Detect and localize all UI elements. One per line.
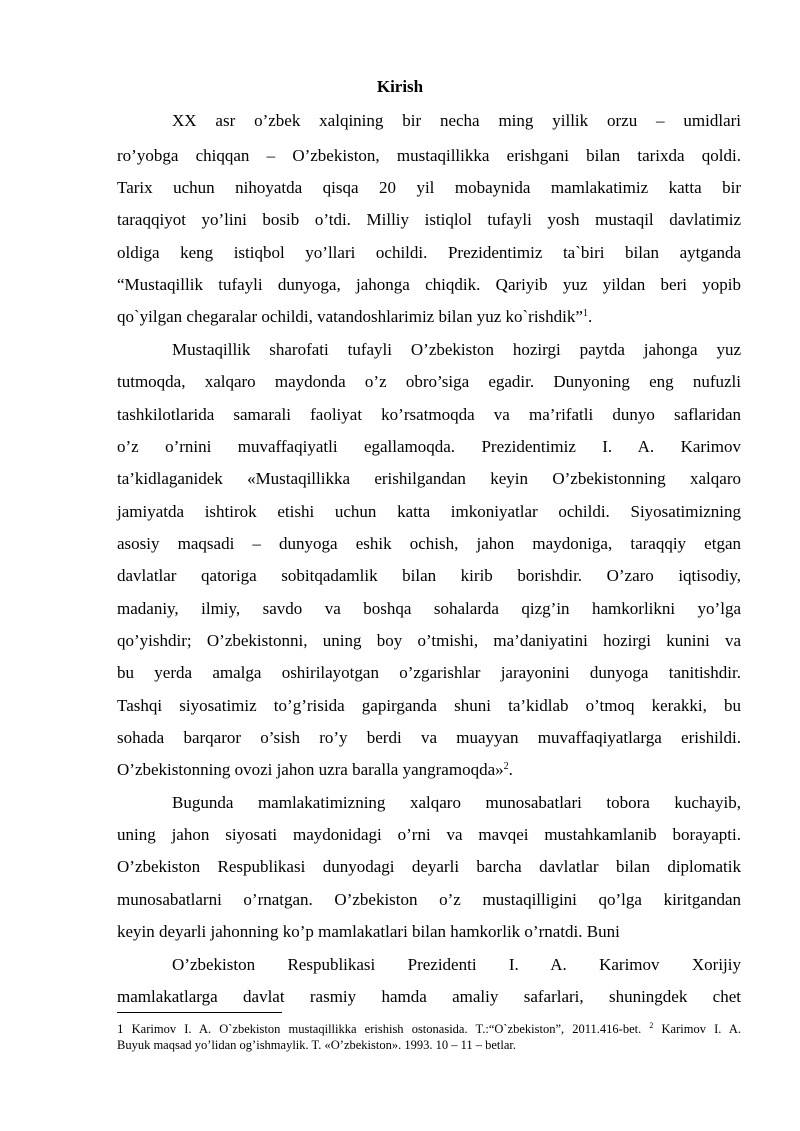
- page-title: Kirish: [376, 77, 424, 96]
- text-line: Bugunda mamlakatimizning xalqaro munosabatlari tobora kuchayib,: [172, 793, 741, 812]
- text-line: bu yerda amalga oshirilayotgan o’zgarishlar jarayonini dunyoga tanitishdir.: [117, 663, 741, 682]
- text-line: munosabatlarni o’rnatgan. O’zbekiston o’z mustaqilligini qo’lga kiritgandan: [117, 890, 741, 909]
- text-line: tashkilotlarida samarali faoliyat ko’rsatmoqda va ma’rifatli dunyo saflaridan: [117, 405, 741, 424]
- text-line: ro’yobga chiqqan – O’zbekiston, mustaqillikka erishgani bilan tarixda qoldi.: [117, 146, 741, 165]
- footnote-line: Buyuk maqsad yo’lidan og’ishmaylik. T. «O’zbekiston». 1993. 10 – 11 – betlar.: [117, 1038, 517, 1052]
- text-line: asosiy maqsadi – dunyoga eshik ochish, jahon maydoniga, taraqqiy etgan: [117, 534, 741, 553]
- text-line: o’z o’rnini muvaffaqiyatli egallamoqda. Prezidentimiz I. A. Karimov: [117, 437, 741, 456]
- footnote-ref-2: 2: [503, 761, 509, 772]
- footnote-number-2: 2: [649, 1021, 654, 1030]
- text-line: oldiga keng istiqbol yo’llari ochildi. Prezidentimiz ta`biri bilan aytganda: [117, 243, 741, 262]
- text-line: XX asr o’zbek xalqining bir necha ming yillik orzu – umidlari: [172, 111, 741, 130]
- text-line: jamiyatda ishtirok etishi uchun katta imkoniyatlar ochildi. Siyosatimizning: [117, 502, 741, 521]
- text-line: ta’kidlaganidek «Mustaqillikka erishilgandan keyin O’zbekistonning xalqaro: [117, 469, 741, 488]
- footnote-separator: [117, 1012, 282, 1013]
- text-line-with-footnote-ref: [117, 307, 741, 327]
- footnote-line: [117, 1021, 741, 1037]
- text-line: qo’yishdir; O’zbekistonni, uning boy o’tmishi, ma’daniyatini hozirgi kunini va: [117, 631, 741, 650]
- text-line: taraqqiyot yo’lini bosib o’tdi. Milliy istiqlol tufayli yosh mustaqil davlatimiz: [117, 210, 741, 229]
- text-line: sohada barqaror o’sish ro’y berdi va muayyan muvaffaqiyatlarga erishildi.: [117, 728, 741, 747]
- sentence-period: .: [508, 760, 513, 779]
- text-line: tutmoqda, xalqaro maydonda o’z obro’siga egadir. Dunyoning eng nufuzli: [117, 372, 741, 391]
- text-line: madaniy, ilmiy, savdo va boshqa sohalarda qizg’in hamkorlikni yo’lga: [117, 599, 741, 618]
- text-line-with-footnote-ref: [117, 760, 741, 780]
- text-line: keyin deyarli jahonning ko’p mamlakatlari bilan hamkorlik o’rnatdi. Buni: [117, 922, 620, 941]
- text-line: uning jahon siyosati maydonidagi o’rni va mavqei mustahkamlanib borayapti.: [117, 825, 741, 844]
- text-line-content: qo`yilgan chegaralar ochildi, vatandoshlarimiz bilan yuz ko`rishdik”: [117, 307, 583, 326]
- text-line: “Mustaqillik tufayli dunyoga, jahonga chiqdik. Qariyib yuz yildan beri yopib: [117, 275, 741, 294]
- text-line-content: O’zbekistonning ovozi jahon uzra baralla yangramoqda»: [117, 760, 504, 779]
- text-line: O’zbekiston Respublikasi Prezidenti I. A. Karimov Xorijiy: [172, 955, 741, 974]
- text-line: Tashqi siyosatimiz to’g’risida gapirganda shuni ta’kidlab o’tmoq kerakki, bu: [117, 696, 741, 715]
- sentence-period: .: [587, 307, 593, 326]
- text-line: davlatlar qatoriga sobitqadamlik bilan kirib borishdir. O’zaro iqtisodiy,: [117, 566, 741, 585]
- text-line: mamlakatlarga davlat rasmiy hamda amaliy safarlari, shuningdek chet: [117, 987, 741, 1006]
- footnote-number-1: 1: [117, 1021, 124, 1036]
- text-line: Mustaqillik sharofati tufayli O’zbekiston hozirgi paytda jahonga yuz: [172, 340, 741, 359]
- footnote-ref-1: 1: [582, 308, 588, 319]
- footnote-text-2: Karimov I. A.: [661, 1022, 741, 1036]
- footnote-text-1: Karimov I. A. O`zbekiston mustaqillikka erishish ostonasida. T.:“O`zbekiston”, 2011.416-bet.: [131, 1022, 642, 1036]
- text-line: O’zbekiston Respublikasi dunyodagi deyarli barcha davlatlar bilan diplomatik: [117, 857, 741, 876]
- text-line: Tarix uchun nihoyatda qisqa 20 yil mobaynida mamlakatimiz katta bir: [117, 178, 741, 197]
